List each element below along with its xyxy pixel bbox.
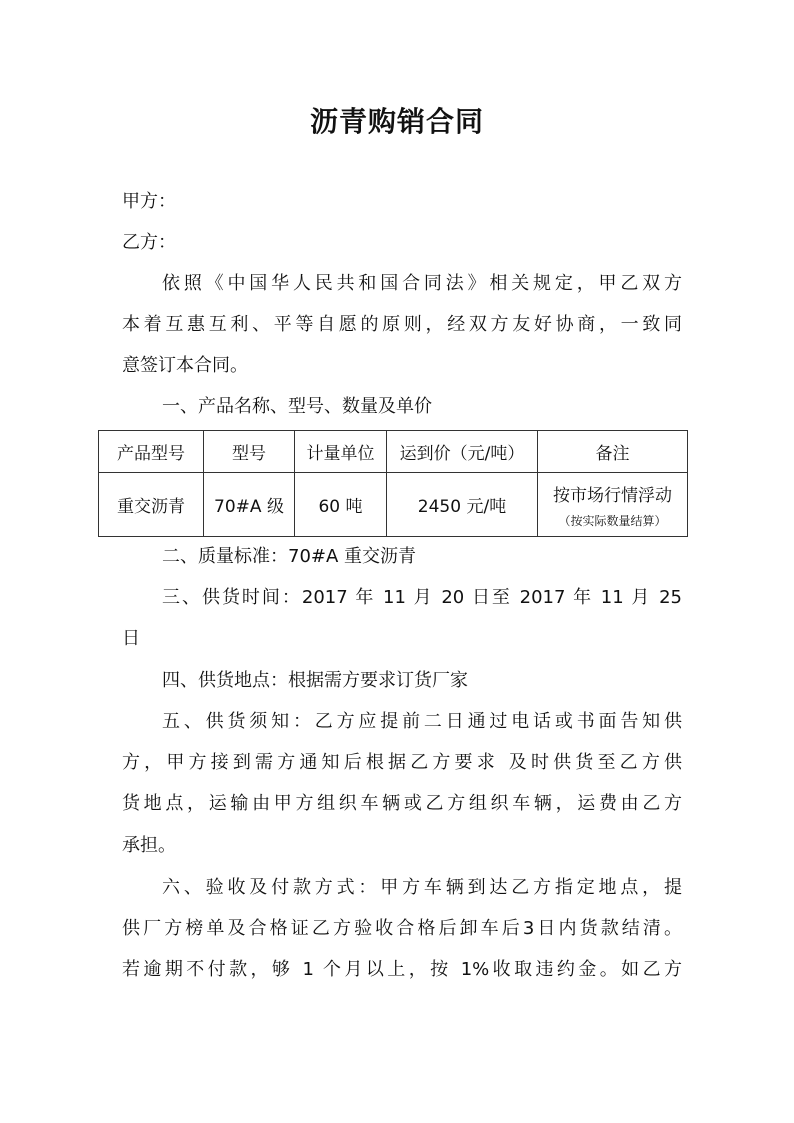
cell-price: 2450 元/吨 bbox=[387, 473, 538, 537]
cell-product: 重交沥青 bbox=[99, 473, 204, 537]
section-1-heading: 一、产品名称、型号、数量及单价 bbox=[162, 396, 432, 417]
section-5-line: 承担。 bbox=[122, 835, 176, 856]
header-cell: 备注 bbox=[538, 431, 688, 473]
section-3-line: 三、供货时间：2017 年 11 月 20 日至 2017 年 11 月 25 bbox=[162, 587, 682, 608]
section-5-line: 五、供货须知：乙方应提前二日通过电话或书面告知供 bbox=[162, 711, 682, 732]
header-cell: 型号 bbox=[204, 431, 295, 473]
intro-line: 依照《中国华人民共和国合同法》相关规定，甲乙双方 bbox=[162, 273, 682, 294]
intro-line: 意签订本合同。 bbox=[122, 355, 248, 376]
cell-unit: 60 吨 bbox=[295, 473, 387, 537]
header-cell: 产品型号 bbox=[99, 431, 204, 473]
section-6-line: 若逾期不付款，够 1 个月以上，按 1%收取违约金。如乙方 bbox=[122, 959, 682, 980]
document-title: 沥青购销合同 bbox=[309, 105, 484, 138]
header-cell: 运到价（元/吨） bbox=[387, 431, 538, 473]
intro-line: 本着互惠互利、平等自愿的原则，经双方友好协商，一致同 bbox=[122, 314, 682, 335]
party-a-label: 甲方： bbox=[122, 191, 176, 212]
table-row bbox=[99, 473, 688, 537]
remark-note: （按实际数量结算） bbox=[558, 513, 667, 528]
product-table bbox=[98, 430, 688, 537]
table-header-row bbox=[99, 431, 688, 473]
section-2: 二、质量标准：70#A 重交沥青 bbox=[162, 546, 417, 567]
party-b-label: 乙方： bbox=[122, 232, 176, 253]
section-6-line: 供厂方榜单及合格证乙方验收合格后卸车后3日内货款结清。 bbox=[122, 918, 682, 939]
cell-model: 70#A 级 bbox=[204, 473, 295, 537]
section-5-line: 货地点，运输由甲方组织车辆或乙方组织车辆，运费由乙方 bbox=[122, 793, 682, 814]
header-cell: 计量单位 bbox=[295, 431, 387, 473]
remark-text: 按市场行情浮动 bbox=[553, 485, 672, 506]
section-6-line: 六、验收及付款方式：甲方车辆到达乙方指定地点，提 bbox=[162, 877, 682, 898]
section-5-line: 方，甲方接到需方通知后根据乙方要求 及时供货至乙方供 bbox=[122, 752, 682, 773]
section-4: 四、供货地点：根据需方要求订货厂家 bbox=[162, 670, 468, 691]
section-3-line: 日 bbox=[122, 628, 140, 649]
cell-remark bbox=[538, 473, 688, 537]
